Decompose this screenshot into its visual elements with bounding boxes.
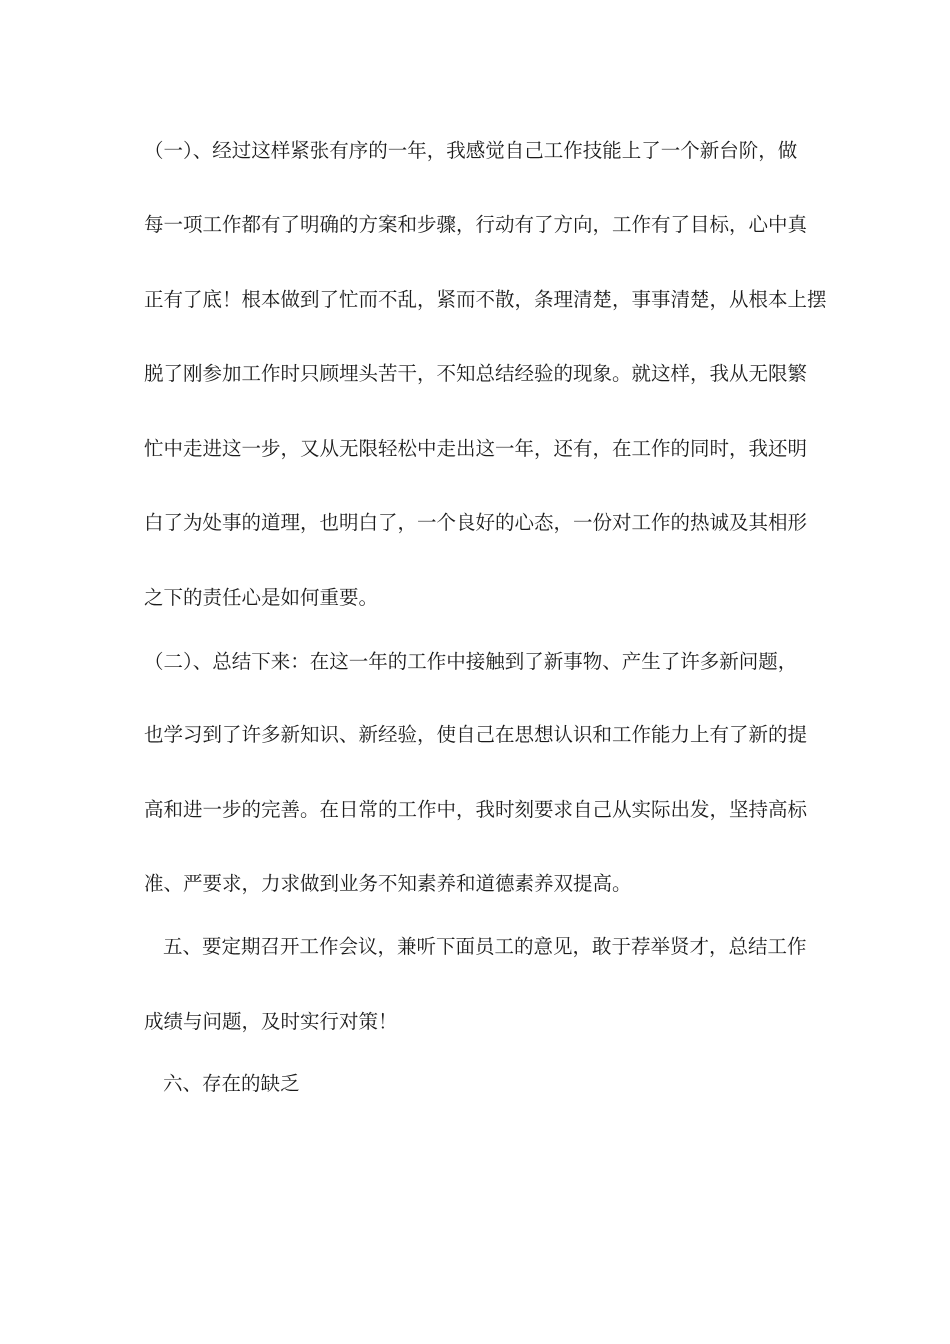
paragraph-3-line-1: 五、要定期召开工作会议，兼听下面员工的意见，敢于荐举贤才，总结工作	[163, 935, 807, 958]
paragraph-2-line-3: 高和进一步的完善。在日常的工作中，我时刻要求自己从实际出发，坚持高标	[144, 798, 808, 821]
section-heading-6: 六、存在的缺乏	[163, 1072, 300, 1095]
paragraph-1-line-2: 每一项工作都有了明确的方案和步骤，行动有了方向，工作有了目标，心中真	[144, 213, 808, 236]
paragraph-2-line-2: 也学习到了许多新知识、新经验，使自己在思想认识和工作能力上有了新的提	[144, 723, 808, 746]
paragraph-2-line-1: （二）、总结下来：在这一年的工作中接触到了新事物、产生了许多新问题，	[144, 650, 798, 673]
paragraph-2-line-4: 准、严要求，力求做到业务不知素养和道德素养双提高。	[144, 872, 632, 895]
paragraph-1-line-5: 忙中走进这一步，又从无限轻松中走出这一年，还有，在工作的同时，我还明	[144, 437, 808, 460]
paragraph-1-line-1: （一）、经过这样紧张有序的一年，我感觉自己工作技能上了一个新台阶，做	[144, 139, 798, 162]
paragraph-1-line-7: 之下的责任心是如何重要。	[144, 586, 379, 609]
paragraph-1-line-6: 白了为处事的道理，也明白了，一个良好的心态，一份对工作的热诚及其相形	[144, 511, 808, 534]
paragraph-3-line-2: 成绩与问题，及时实行对策！	[144, 1010, 398, 1033]
paragraph-1-line-4: 脱了刚参加工作时只顾埋头苦干，不知总结经验的现象。就这样，我从无限繁	[144, 362, 808, 385]
paragraph-1-line-3: 正有了底！根本做到了忙而不乱，紧而不散，条理清楚，事事清楚，从根本上摆	[144, 288, 827, 311]
